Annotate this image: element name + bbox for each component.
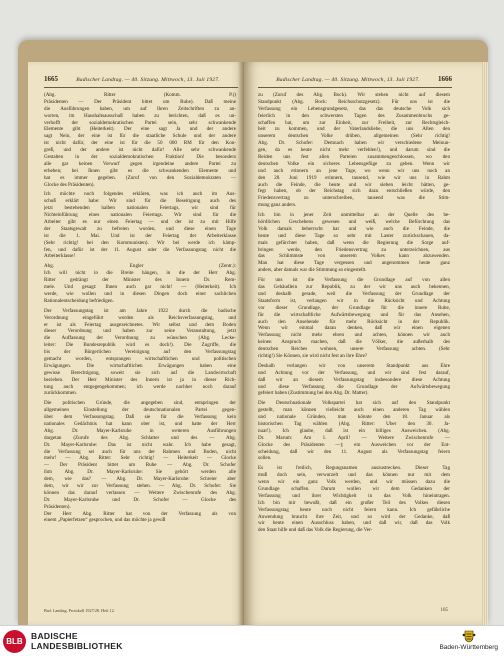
right-running-title: Badischer Landtag. — 40. Sitzung. Mittwoch, 13. Juli 1927. [276,77,420,83]
left-page-number: 1665 [44,75,58,83]
text-line: Glocke des Präsidenten —); ein Ausweichen vor der Ent- [258,441,450,448]
text-line: dieser Verordnung und haben zur seine Veranstaltung, jetzt [44,328,236,335]
text-line: schaffen hat, um zur Einheit, zur Freiheit, zur Rechtsgleich- [258,119,450,126]
text-line: deutschen Volke ein sicheres Lebensgefüge zu geben. Wenn wir [258,160,450,167]
text-line: den 28. Juni 1919 erinnern, tausend, wie wir uns in Rahm [258,174,450,181]
text-line: über dem Verfassungstag. Daß sie für die Verfassung kein [44,414,236,421]
left-running-head [44,76,238,86]
text-line: Wenn wir einmal daran denken, daß wir einen eigenen [258,325,450,332]
text-line: verhofft der sozialdemokratischen Partei sein, sehr schwankende [44,119,236,126]
text-line: erheben; bei Ihnen gibt es die schwankenden Elemente und [44,167,236,174]
text-line: Ich bin mir bewußt, daß ein großer Teil des Volkes diesen [258,499,450,506]
text-line: auch die Feinde, die heute und wir sieben leicht hätten, ge- [258,181,450,188]
text-line: einem „Papierfetzen“ gesprochen, und das möchte ja gewiß [44,517,166,524]
text-line: gen, da es heute nicht mehr verfehlen!), und darum sind die [258,147,450,154]
text-line: und Achtung vor der Verfassung, und wir sind fest darauf, [258,369,450,376]
text-line: zu (Zuruf des Abg. Bock). Wir stehen nicht auf diesem [258,92,450,98]
text-line: ihm Abg. Dr. Mayer-Karlsruhe: Sie gehört werden alle [44,469,236,476]
text-line: richtig!) Sie Können, sie wird nicht fest an ihre Ehre? [258,352,368,359]
bw-branding[interactable] [439,629,498,651]
text-line: mung ganz anders. [258,202,297,209]
text-line: Ich bin in jener Zeit unmittelbar an der Quelle des be- [258,212,450,219]
text-line: Gestalten in der sozialdemokratischen Fraktion! Die besonders [44,154,236,161]
text-line: Arbeiter gibt es nur einen Feiertag — und der ist zu mit Hilfe [44,219,236,226]
text-line: Abg. Dr. Schofer: Demnach haben wir verschiedene Meinun- [258,140,450,147]
text-line: Friedensvertrag zu unterschreiben, tausend was die Stim- [258,195,450,202]
text-line: Für uns ist die Verfassung die Grundlage auf von allen [258,277,450,284]
text-line: tung auch entgegengekommen; ich werde nachher noch darauf [44,383,236,390]
text-line: Präsidenten — Der Präsident bittet um Ruhe). Daß meine [44,98,236,105]
text-line: Verfassung und ihrer Wichtigkeit in das Volk hineintragen. [258,492,450,499]
text-line: Der Herr Abg. Ritter hat von der Verfassung als von [44,510,236,517]
text-line: der Staatsgewalt zu befreien wurden, und diese einen Tage [44,225,236,232]
text-line: Arbeiterklasse! [44,253,76,260]
text-line: wir heute einen Ausschluss haben, und daß wir, daß das Volk [258,520,450,527]
text-line: bis der Bürgerlichen Vereinigung auf den Verfassungstag [44,349,236,356]
text-line: werde, wie wollen und in diesen Dingen doch einer sachlichen [44,290,236,297]
text-line: historischen Tag wählen (Abg. Ritter: Über den 30. Ja- [258,420,450,427]
text-line: Grundlage schaffen. Darum wollen wir dem Gedanken der [258,485,450,492]
text-line: Die Deutschnationale Volkspartei hat sich auf den Standpunkt [258,400,450,407]
text-line: daß wir an diesem Verfassungstag insbesondere diese Achtung [258,376,450,383]
text-line: Abg. Dr. Mayer-Karlsruhe in weiteren Ausführungen [44,427,236,434]
text-line: Es ist freilich, Regungsnamen auszustrecken. Dieser Tag [258,465,450,472]
text-line: vor dieser Grundlage, der Grundlage für die innere Ruhe, [258,304,450,311]
text-line: gefeiert haben (Zustimmung bei den Abg. Dr. Matter). [258,390,369,397]
text-line: Dr. Mayer-Karlsruhe und Dr. Schofer — Glocke des [44,496,236,503]
left-page-text [44,92,236,605]
text-line: das Schlimmste von unserem Volkes kann abzuwenden. [258,253,450,260]
library-name-line1: BADISCHE [31,631,78,641]
text-line: und diese Verfassung die Grundlage der Aufwärtsbewegung [258,383,450,390]
text-line: sollen. [258,455,272,462]
text-line: sagt Nein, der eine ist für die staatliche Schule und der andere [44,133,236,140]
text-line: Anwendung braucht ihre Zeit, und so wird der Gedanke, daß [258,513,450,520]
text-line: zurückkommen. [44,390,77,397]
right-page-text [258,92,450,605]
text-line: mehr! — Abg. Ritter: Sehr richtig! — Heiterkeit — Glocke [44,455,236,462]
text-line: leiter: Die Bundesrepublik wird es doch!). Die Zugriffe, die [44,342,236,349]
text-line: mele. Und gesagt: Ihnen auch gar nicht! — (Heiterkeit). Ich [44,284,236,291]
text-line: Standpunkt (Abg. Bock: Reichsschutzgesetz). Für uns ist die [258,98,450,105]
text-line: hat es immer gegeben. (Zuruf von den Sozialdemokraten — [44,174,236,181]
text-line: für die wirtschaftliche Aufwärtsbewegung und für das Ansehen, [258,311,450,318]
text-line: dem, wir wir zur Verfassung stehen. — Abg. Dr. Schofer: Sie [44,482,236,489]
text-line: Elemente gibt (Heiterkeit). Der eine sagt Ja und der andere [44,126,236,133]
library-name-line2: LANDESBIBLIOTHEK [31,641,123,651]
text-line: Beiden uns fest allen Parteien zusammengeschlossen, wo den [258,154,450,161]
text-line: Glocke des Präsidenten). [44,181,95,188]
text-line: Verfassung nicht mehr ehren und achten, können wir auch [258,332,450,339]
library-footer [0,625,504,656]
coat-of-arms-icon [462,629,476,643]
text-line: allgemeinen Einstellung der deutschnationalen Partei gegen- [44,407,236,414]
text-line: (Abg. Ritter (Komm. P.)) [44,92,236,98]
text-line: den Staat hilfe und daß das Volk die Regierung, die Ver- [258,527,373,534]
text-line: wenn wir ein ganz Volk werden, und wir müssen dazu die [258,479,450,486]
text-line: Rationalentscheidung befriedigen. [44,297,114,304]
text-line: dargetan (Zurufe des Abg. Schlatter und des — Abg. [44,434,236,441]
text-line: ist nicht dafür, der eine ist für die 50 000 RM für den Kon- [44,140,236,147]
text-line: Volk damals beherrscht hat und wie auch die Feinde, die [258,225,450,232]
text-line: heute und diese Tage so sehr mit Laster zurückschauen, da- [258,232,450,239]
bw-label: Baden-Württemberg [439,644,498,651]
text-line: jetzt bestehenden halben nationalen Feiertags, wir sind für [44,205,236,212]
text-line: worten, im Haushaltsausschuß haben zu berichten, daß es un- [44,112,236,119]
text-line: und nationale Gründen, man könnte den 18. Januar als [258,414,450,421]
text-line: — Der Präsident bittet um Ruhe — Abg. Dr. Schofer [44,462,236,469]
right-page [244,62,482,625]
text-line: alle gar keinen Vorwurf gegen irgendeine andere Partei zu [44,160,236,167]
text-line: das Gebäudlein zur Republik, zu der wir uns auch bekennen, [258,284,450,291]
text-line: Dr. Mayer-Karlsruhe: Das ist nicht wahr. Ich habe gesagt, [44,441,236,448]
text-line: bringen werde, den Friedensvertrag zu unterzeichnen, aus [258,246,450,253]
text-line: und auch erinnern an jene Tage, wo wenn wir uns noch an [258,167,450,174]
text-line: Ich möchte noch folgendes erklären, was ich auch im Aus- [44,191,236,198]
text-line: Deshalb verlangen wir von unserem Standpunkt aus Ehre [258,362,450,369]
text-line: Präsidenten). [44,503,71,510]
right-page-number: 1666 [438,75,452,83]
library-name[interactable] [31,631,123,651]
text-line: nationales Gedächtnis hat kann ober ist, und hatte der Herr [44,420,236,427]
text-line: gemacht worden, entsprangen wirtschaftlichen und politischen [44,355,236,362]
text-line: er ist als Feiertag ausgezeichnetes. Wir selbst und dem Boden [44,321,236,328]
text-line: Staatsform ist, verlangen wir in die Rücksicht und Achtung [258,297,450,304]
text-line: unserem deutschen Volke drüben, allgemeinen (Sehr richtig! [258,133,450,140]
text-line: die Ausführungen haben, um auf Ihren Zeitschriften zu an- [44,105,236,112]
text-line: Man hat diese Tage vergessen und angenommen heute ganz [258,260,450,267]
text-line: keinen Anspruch machen, daß die Völker, die außerhalb des [258,339,450,346]
text-line: (Sehr richtig! bei den Kommunisten). Wir bei werde ich kämp- [44,239,236,246]
text-line: die Verfassung sei auch für uns der Rahmen und Boden, nicht [44,448,236,455]
text-line: nuar!). Ich glaube, daß ist ein billiges Ausweichen. (Abg. [258,427,450,434]
right-header-rule [258,87,452,88]
blb-logo[interactable]: BLB [3,630,26,653]
text-line: ist die 1. Mai. Und ist der Feiertag der Arbeiterklasse [44,232,236,239]
text-line: Abg. Engler (Zentr.): [44,263,236,270]
text-line: auch den Ansehende für mehr Rücksicht in der Republik. [258,318,450,325]
text-line: Nichteinführung eines nationalen Feiertags. Wir sind für die [44,212,236,219]
text-line: scheidung, daß wir den 11. August als Verfassungstag feiern [258,448,450,455]
text-line: Dr. Marum: Am 1. April! — Weitere Zwischenrufe — [258,434,450,441]
page-edges [482,62,488,625]
text-line: die Auffassung der Verordnung zu wünschen (Abg. Lecke- [44,335,236,342]
text-line: gestellt, man können vielleicht auch einen anderen Tag wählen [258,407,450,414]
text-line: Ich will nicht in die Breite hängen, in die der Herr Abg. [44,270,236,277]
text-line: greß, und der andere ist nicht dafür! Alle sehr schwankende [44,147,236,154]
text-line: Die politischen Gründe, die angegeben sind, entspringen der [44,400,236,407]
text-line: Verordnung eingeführt worden als Reichsverfassungstag, und [44,314,236,321]
text-line: mals gefürchtet haben, daß wenn die Regierung die Sorge auf- [258,239,450,246]
text-line: feierlich in den schwersten Tagen des Zusammenbruchs ge- [258,112,450,119]
text-line: beziehen. Der Herr Minister des Innern ist ja in dieser Rich- [44,376,236,383]
right-running-head [258,76,452,86]
text-line: fen, und dafür ist der 11. August oder die Verfassungstag nicht die [44,246,236,253]
left-page [28,62,244,625]
text-line: Der Verfassungstag ist am Jahre 1922 durch die badische [44,307,236,314]
text-line: heit zu kommen, und der Vaterlandsliebe, die uns Allen den [258,126,450,133]
text-line: deutschen Reiches wohnen, unsere Verfassung achten. (Sehr [258,346,450,353]
text-line: hördlichen Geschehens gewesen und weiß, welche Befürchtung das [258,219,450,226]
left-header-rule [44,87,238,88]
text-line: dem, wie das? — Abg. Dr. Mayer-Karlsruhe: Schreier aber [44,476,236,483]
left-page-footer: Bad. Landtag. Protokoll 1927/28. Heft 12. [44,608,115,614]
text-line: fegt haben, ob der Reichstag sich dazu entschließen würde, den [258,188,450,195]
right-page-footer: 105 [440,608,448,614]
text-line: schuß erklärt habe: Wir sind für die Beseitigung auch des [44,198,236,205]
left-running-title: Badischer Landtag. — 40. Sitzung. Mittwoch, 13. Juli 1927. [76,77,220,83]
text-line: und deshalb gerade, weil die Verfassung der Grundlage der [258,290,450,297]
text-line: muß doch sein, verwurzelt und das können nur mit dem [258,472,450,479]
text-line: Ritter gedrängt der Minister des Innern Dr. Rem- [44,277,236,284]
text-line: können das darauf verlassen — Weitere Zwischenrufe des Abg. [44,489,236,496]
text-line: Erwägungen. Die wirtschaftlichen Erwägungen haben eine [44,362,236,369]
text-line: gewisse Berechtigung, soweit sie sich auf die Landwirtschaft [44,369,236,376]
text-line: Verfassung ein Lebensgrundgesetz, das das deutsche Volk sich [258,105,450,112]
text-line: Verfassungstag heute noch nicht feiern kann. Ich gefährliche [258,506,450,513]
text-line: anders, aber damals war die Stimmung so eingestellt. [258,267,367,274]
